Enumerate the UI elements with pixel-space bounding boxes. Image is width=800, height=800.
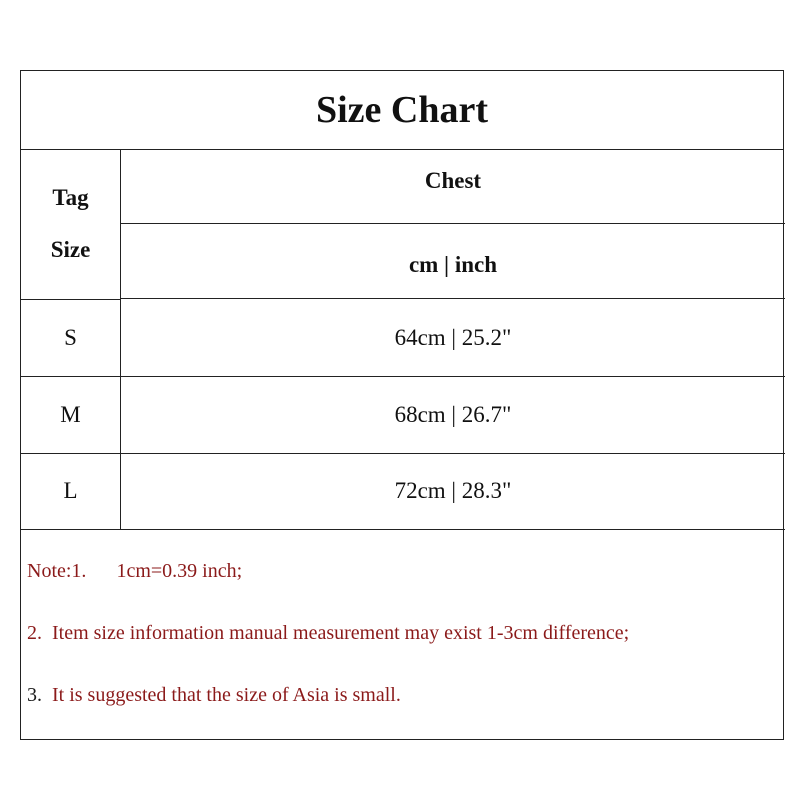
size-chart-table (20, 70, 784, 740)
row-size-m: M (21, 377, 121, 453)
size-chart-title: Size Chart (21, 71, 783, 150)
note-1 (27, 560, 242, 583)
row-chest-m: 68cm | 26.7" (394, 402, 512, 427)
chest-header: Chest (121, 149, 785, 224)
note-2-text: Item size information manual measurement may exist 1-3cm difference; (52, 622, 630, 644)
table-row (21, 377, 785, 454)
note-1-prefix: Note:1. (27, 560, 87, 582)
note-1-text: 1cm=0.39 inch; (116, 560, 243, 582)
row-chest-l: 72cm | 28.3" (394, 478, 512, 503)
size-label: Size (50, 237, 91, 262)
notes-section (21, 528, 783, 740)
note-3-text: It is suggested that the size of Asia is small. (52, 684, 401, 706)
row-size-s: S (21, 300, 121, 376)
tag-label: Tag (52, 185, 89, 210)
note-3-number: 3. (27, 684, 42, 706)
row-size-l: L (21, 453, 121, 529)
note-2-number: 2. (27, 622, 42, 644)
tag-size-header (21, 149, 121, 300)
note-2 (27, 622, 629, 645)
note-3 (27, 684, 401, 707)
row-chest-s: 64cm | 25.2" (394, 325, 512, 350)
table-row (21, 453, 785, 530)
units-header: cm | inch (121, 225, 785, 299)
table-row (21, 300, 785, 377)
